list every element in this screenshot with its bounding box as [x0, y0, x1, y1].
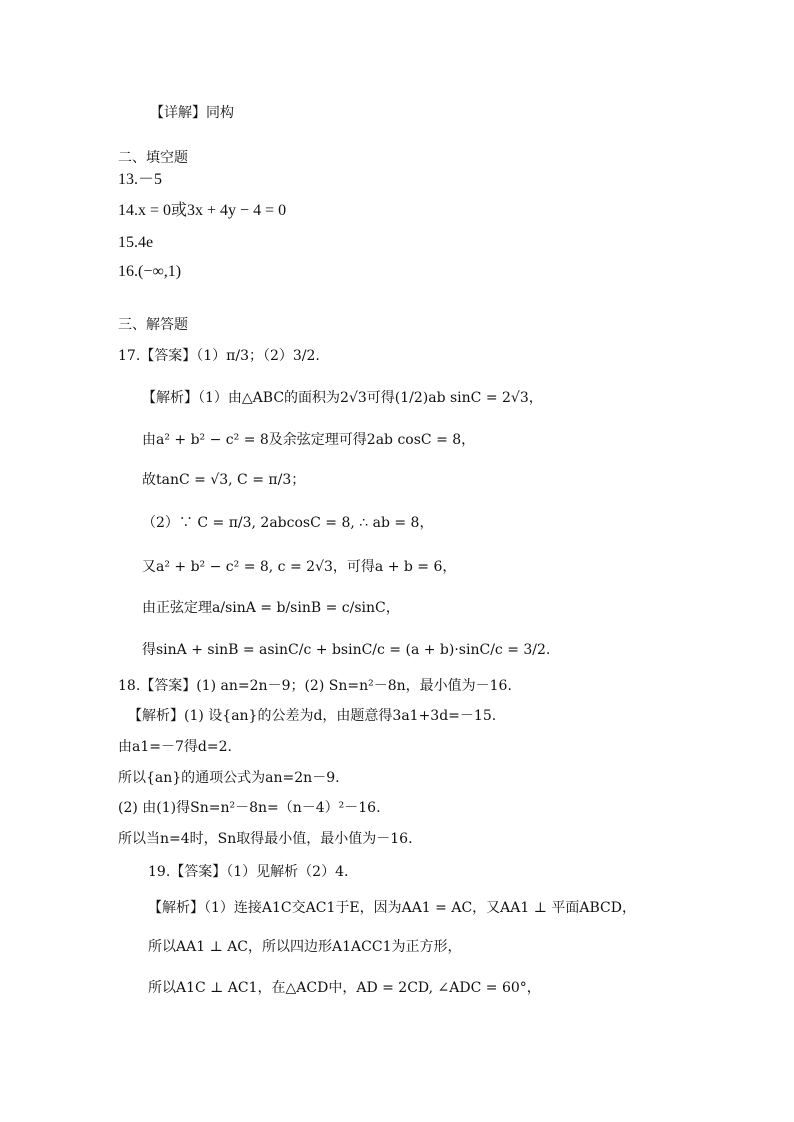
q19-answer: 19.【答案】（1）见解析（2）4.: [148, 864, 349, 880]
q18-line-3: 所以{an}的通项公式为an=2n－9.: [118, 770, 340, 786]
q18-line-4: (2) 由(1)得Sn=n²－8n=（n－4）²－16.: [118, 800, 381, 816]
q19-line-2: 所以AA1 ⊥ AC，所以四边形A1ACC1为正方形，: [148, 939, 462, 955]
q17-line-3: 故tanC = √3, C = π/3；: [142, 472, 306, 488]
q17-line-7: 得sinA + sinB = asinC/c + bsinC/c = (a + b)·sinC/c = 3/2.: [142, 642, 551, 658]
answer-13: 13.－5: [118, 171, 163, 188]
q19-line-1: 【解析】（1）连接A1C交AC1于E，因为AA1 = AC，又AA1 ⊥ 平面ABCD，: [148, 900, 636, 916]
q17-line-1: 【解析】（1）由△ABC的面积为2√3可得(1/2)ab sinC = 2√3，: [142, 390, 543, 406]
q17-line-6: 由正弦定理a/sinA = b/sinB = c/sinC，: [142, 600, 400, 616]
q19-line-3: 所以A1C ⊥ AC1，在△ACD中，AD = 2CD, ∠ADC = 60°，: [148, 980, 541, 996]
section-fill-blank-heading: 二、填空题: [118, 150, 188, 166]
q17-line-5: 又a² + b² − c² = 8, c = 2√3，可得a + b = 6，: [142, 559, 457, 575]
q18-line-5: 所以当n=4时，Sn取得最小值，最小值为－16.: [118, 831, 413, 847]
answer-15: 15.4e: [118, 234, 154, 251]
q17-line-2: 由a² + b² − c² = 8及余弦定理可得2ab cosC = 8，: [142, 432, 476, 448]
q17-line-4: （2）∵ C = π/3, 2abcosC = 8, ∴ ab = 8，: [142, 515, 434, 531]
q17-answer: 17.【答案】（1）π/3；（2）3/2.: [118, 348, 320, 364]
detail-line: 【详解】同构: [150, 105, 234, 121]
q18-answer: 18.【答案】(1) an=2n－9；(2) Sn=n²－8n，最小值为－16.: [118, 678, 512, 694]
q18-line-2: 由a1=－7得d=2.: [118, 739, 232, 755]
q18-line-1: 【解析】(1) 设{an}的公差为d，由题意得3a1+3d=－15.: [128, 708, 497, 724]
answer-16: 16.(−∞,1): [118, 263, 182, 280]
answer-14: 14.x = 0或3x + 4y − 4 = 0: [118, 202, 287, 219]
section-solution-heading: 三、解答题: [118, 317, 188, 333]
